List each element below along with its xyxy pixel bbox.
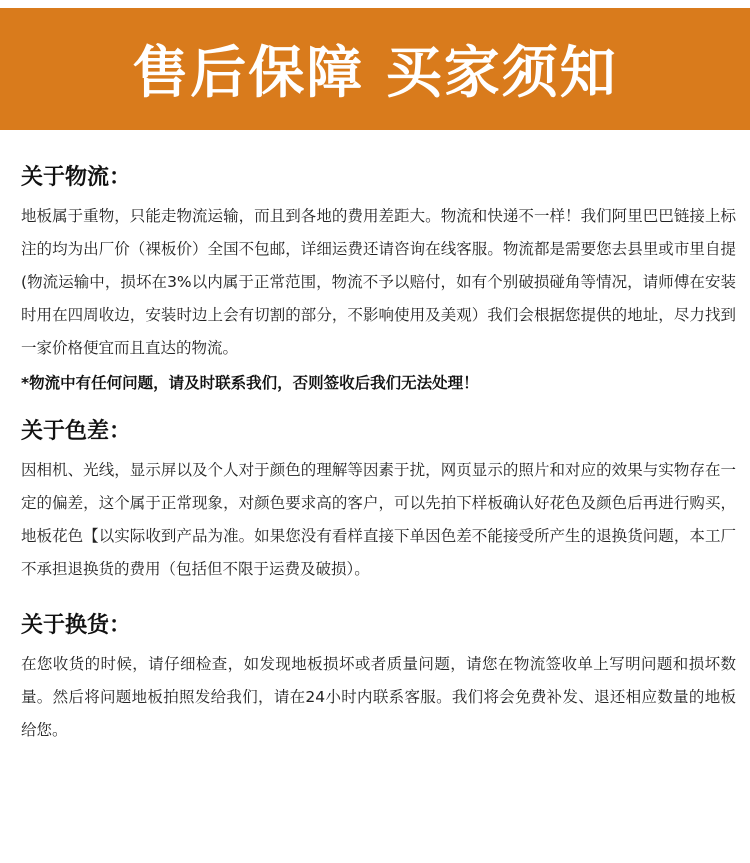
page-title: 售后保障 买家须知	[132, 41, 618, 106]
logistics-note: *物流中有任何问题，请及时联系我们，否则签收后我们无法处理！	[21, 374, 479, 392]
section-paragraph: 地板属于重物，只能走物流运输，而且到各地的费用差距大。物流和快递不一样！我们阿里巴巴链接上标注的均为出厂价（裸板价）全国不包邮，详细运费还请咨询在线客服。物流都是需要您去县里或市里自提(物流运输中，损坏在3%以内属于正常范围，物流不予以赔付，如有个别破损碰角等情况，请师傅在安装时用在四周收边，安装时边上会有切割的部分，不影响使用及美观）我们会根据您提供的地址，尽力找到一家价格便宜而且直达的物流。	[21, 207, 736, 357]
header-banner	[0, 8, 750, 130]
section-paragraph: 在您收货的时候，请仔细检查，如发现地板损坏或者质量问题，请您在物流签收单上写明问题和损坏数量。然后将问题地板拍照发给我们，请在24小时内联系客服。我们将会免费补发、退还相应数量的地板给您。	[21, 655, 736, 739]
section-exchange	[21, 608, 736, 747]
section-heading: 关于换货：	[21, 613, 132, 638]
section-logistics	[21, 160, 736, 400]
content-body	[21, 160, 736, 747]
section-color-difference	[21, 414, 736, 586]
section-heading: 关于物流：	[21, 165, 132, 190]
section-heading: 关于色差：	[21, 419, 132, 444]
section-paragraph: 因相机、光线，显示屏以及个人对于颜色的理解等因素于扰，网页显示的照片和对应的效果与实物存在一定的偏差，这个属于正常现象，对颜色要求高的客户，可以先拍下样板确认好花色及颜色后再进行购买，地板花色【以实际收到产品为准。如果您没有看样直接下单因色差不能接受所产生的退换货问题，本工厂不承担退换货的费用（包括但不限于运费及破损）。	[21, 461, 736, 578]
